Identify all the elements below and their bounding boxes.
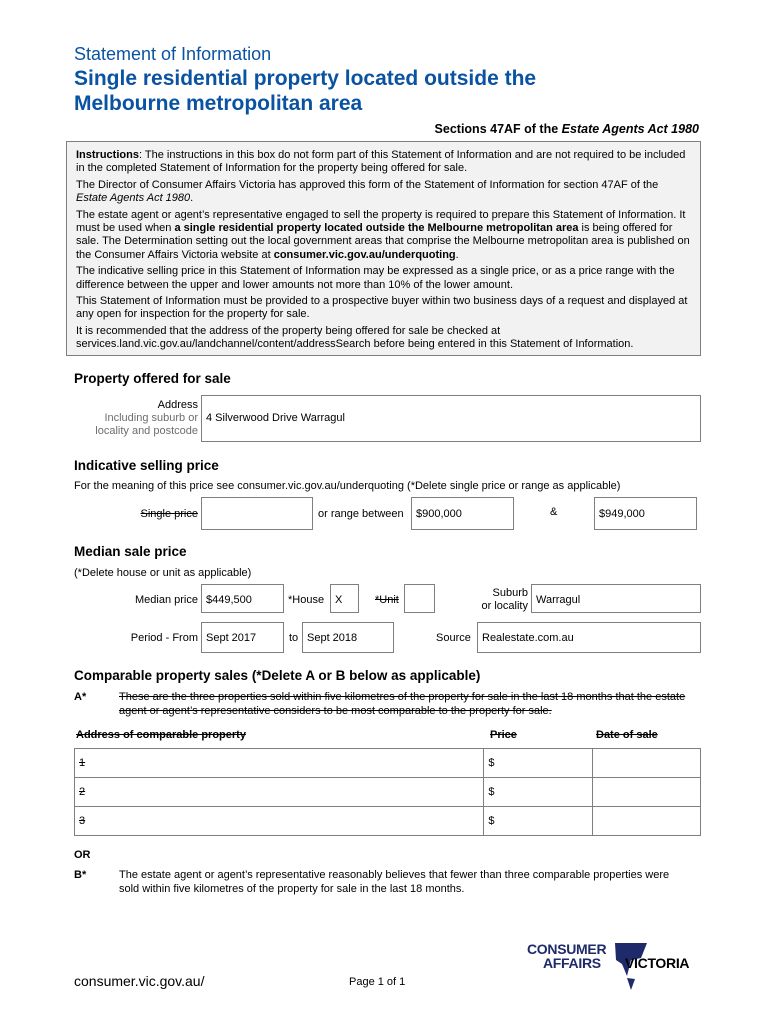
suburb-label <box>482 587 528 613</box>
indicative-heading: Indicative selling price <box>74 458 219 473</box>
logo-affairs: AFFAIRS <box>543 955 601 971</box>
unit-label: *Unit <box>375 594 399 606</box>
row-date-cell[interactable] <box>593 749 701 778</box>
source-field[interactable] <box>477 622 701 653</box>
period-to-field[interactable] <box>302 622 394 653</box>
house-checkbox-value: X <box>335 594 343 606</box>
suburb-label-line-2: or locality <box>481 600 528 612</box>
address-field[interactable] <box>201 395 701 442</box>
page-title-line-1: Single residential property located outside the <box>74 67 537 90</box>
instructions-box <box>66 141 701 356</box>
row-address-cell[interactable] <box>75 807 484 836</box>
col-date-header: Date of sale <box>596 729 658 741</box>
range-label: or range between <box>318 508 404 520</box>
instructions-bold: Instructions <box>76 149 139 161</box>
house-label: *House <box>288 594 325 606</box>
logo-consumer: CONSUMER <box>527 941 607 957</box>
row-address-cell[interactable] <box>75 749 484 778</box>
col-price-header: Price <box>490 729 517 741</box>
period-from-label: Period - From <box>130 632 198 644</box>
source-label: Source <box>436 632 471 644</box>
period-from-value: Sept 2017 <box>206 632 257 644</box>
period-to-value: Sept 2018 <box>307 632 358 644</box>
median-price-value: $449,500 <box>206 594 252 606</box>
instructions-text: is being offered for sale. The Determination setting out the local government areas that comprise the Melbourne metropolitan area is published on the Consumer Affairs Victoria website at <box>76 222 690 261</box>
instructions-paragraph-6: It is recommended that the address of the property being offered for sale be checked at services.land.vic.gov.au/landchannel/content/addressSearch before being entered in this Statement of Information. <box>76 324 634 351</box>
range-low-field[interactable] <box>411 497 514 530</box>
period-to-label: to <box>289 632 299 644</box>
median-heading: Median sale price <box>74 544 187 559</box>
median-note: (*Delete house or unit as applicable) <box>74 567 252 579</box>
ampersand: & <box>550 506 558 518</box>
row-price: $ <box>488 786 495 798</box>
range-high-field[interactable] <box>594 497 697 530</box>
consumer-affairs-victoria-logo <box>527 938 703 994</box>
median-price-label: Median price <box>135 594 198 606</box>
range-high-value: $949,000 <box>599 508 645 520</box>
instructions-paragraph-5: This Statement of Information must be provided to a prospective buyer within two business days of a request and displayed at any open for inspection for the property for sale. <box>76 295 688 321</box>
row-date-cell[interactable] <box>593 778 701 807</box>
option-a-text: These are the three properties sold within five kilometres of the property for sale in the last 18 months that the estate agent or agent’s representative considers to be most comparable to the property for sale. <box>119 691 686 717</box>
comparable-heading: Comparable property sales (*Delete A or B below as applicable) <box>74 668 481 683</box>
instructions-bold: a single residential property located outside the Melbourne metropolitan area <box>174 222 579 235</box>
suburb-label-line-1: Suburb <box>492 587 528 599</box>
or-label: OR <box>74 849 91 861</box>
page-title-line-2: Melbourne metropolitan area <box>74 92 363 115</box>
address-label-line-3: locality and postcode <box>95 425 198 437</box>
row-price-cell[interactable] <box>484 778 593 807</box>
table-row <box>75 778 701 807</box>
table-row <box>75 807 701 836</box>
single-price-label: Single price <box>140 508 198 520</box>
median-price-field[interactable] <box>201 584 284 613</box>
sections-act: Estate Agents Act 1980 <box>561 122 699 136</box>
row-number: 1 <box>79 757 86 769</box>
table-row <box>75 749 701 778</box>
instructions-text: The Director of Consumer Affairs Victoria has approved this form of the Statement of Information for section 47AF of the <box>76 178 659 191</box>
source-value: Realestate.com.au <box>482 632 574 644</box>
row-date-cell[interactable] <box>593 807 701 836</box>
row-price: $ <box>488 815 495 827</box>
address-label-line-1: Address <box>157 399 198 411</box>
sections-prefix: Sections 47AF of the <box>434 122 559 136</box>
page-number: Page 1 of 1 <box>349 976 406 988</box>
form-kicker: Statement of Information <box>74 44 272 64</box>
row-address-cell[interactable] <box>75 778 484 807</box>
sections-reference <box>435 122 699 136</box>
unit-checkbox[interactable] <box>404 584 435 613</box>
suburb-value: Warragul <box>536 594 581 606</box>
suburb-field[interactable] <box>531 584 701 613</box>
property-heading: Property offered for sale <box>74 371 231 386</box>
instructions-paragraph-2 <box>76 179 691 206</box>
single-price-field[interactable] <box>201 497 313 530</box>
instructions-paragraph-1 <box>76 149 691 176</box>
indicative-note: For the meaning of this price see consumer.vic.gov.au/underquoting (*Delete single price or range as applicable) <box>74 480 621 492</box>
option-b-label: B* <box>74 869 87 881</box>
instructions-text: : The instructions in this box do not form part of this Statement of Information and are not required to be included in the completed Statement of Information for the property being offered for sale. <box>76 149 686 175</box>
logo-victoria: VICTORIA <box>625 955 690 971</box>
row-number: 3 <box>79 815 86 827</box>
row-price: $ <box>488 757 495 769</box>
row-number: 2 <box>79 786 86 798</box>
address-label-line-2: Including suburb or <box>104 412 198 424</box>
period-from-field[interactable] <box>201 622 284 653</box>
col-address-header: Address of comparable property <box>76 729 246 741</box>
row-price-cell[interactable] <box>484 749 593 778</box>
instructions-italic: Estate Agents Act 1980 <box>76 192 191 205</box>
house-checkbox[interactable] <box>330 584 359 613</box>
instructions-paragraph-4: The indicative selling price in this Statement of Information may be expressed as a single price, or as a price range with the difference between the upper and lower amounts not more than 10% of the lower amount. <box>76 265 675 291</box>
instructions-paragraph-3 <box>76 209 691 263</box>
footer-website: consumer.vic.gov.au/ <box>74 973 205 989</box>
address-label <box>95 399 198 438</box>
row-price-cell[interactable] <box>484 807 593 836</box>
instructions-text: . <box>455 248 459 261</box>
page-title <box>74 66 714 116</box>
range-low-value: $900,000 <box>416 508 462 520</box>
option-b-text: The estate agent or agent’s representative reasonably believes that fewer than three comparable properties were sold within five kilometres of the property for sale in the last 18 months. <box>119 869 670 895</box>
address-value: 4 Silverwood Drive Warragul <box>206 412 345 424</box>
underquoting-link: consumer.vic.gov.au/underquoting <box>273 248 456 261</box>
instructions-text: . <box>190 192 194 205</box>
option-a-label: A* <box>74 691 87 703</box>
instructions-text: The estate agent or agent’s representative engaged to sell the property is required to prepare this Statement of Information. It must be used when <box>76 208 686 235</box>
comparable-table <box>74 748 701 836</box>
